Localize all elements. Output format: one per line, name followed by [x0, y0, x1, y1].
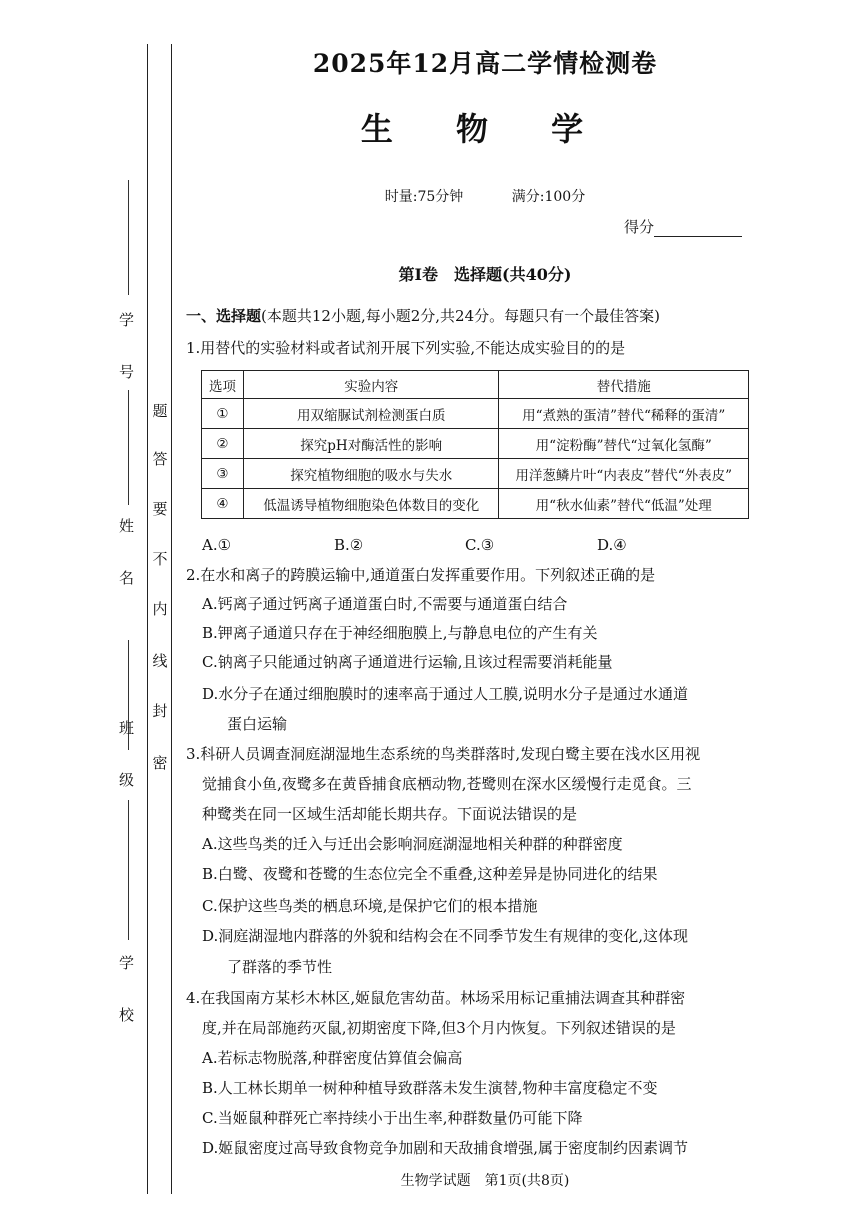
- q2-option-c[interactable]: C.钠离子只能通过钠离子通道进行运输,且该过程需要消耗能量: [202, 653, 613, 671]
- q1-table: [201, 370, 749, 519]
- q1-choice-c[interactable]: C.③: [465, 536, 495, 554]
- q3-option-d-cont[interactable]: 了群落的季节性: [227, 958, 333, 976]
- score-blank[interactable]: [654, 222, 742, 237]
- q2-stem: 2.在水和离子的跨膜运输中,通道蛋白发挥重要作用。下列叙述正确的是: [186, 566, 656, 584]
- table-cell: ④: [202, 489, 244, 519]
- table-header-row: [202, 371, 749, 399]
- table-header: 替代措施: [499, 371, 749, 399]
- score-field: [624, 216, 742, 237]
- part-heading: [186, 306, 660, 326]
- time-limit: 时量:75分钟: [384, 189, 464, 205]
- q4-stem-cont: 度,并在局部施药灭鼠,初期密度下降,但3个月内恢复。下列叙述错误的是: [202, 1019, 676, 1037]
- student-id-blank[interactable]: [128, 180, 129, 295]
- q2-option-a[interactable]: A.钙离子通过钙离子通道蛋白时,不需要与通道蛋白结合: [202, 595, 568, 613]
- class-label: 班 级: [117, 720, 135, 803]
- exam-title: 2025年12月高二学情检测卷: [312, 49, 658, 78]
- table-cell: 用洋葱鳞片叶“内表皮”替代“外表皮”: [499, 459, 749, 489]
- q3-option-c[interactable]: C.保护这些鸟类的栖息环境,是保护它们的根本措施: [202, 897, 538, 915]
- table-cell: 探究pH对酶活性的影响: [243, 429, 499, 459]
- school-blank[interactable]: [128, 800, 129, 940]
- q3-option-a[interactable]: A.这些鸟类的迁入与迁出会影响洞庭湖湿地相关种群的种群密度: [202, 835, 623, 853]
- subject-title: 生 物 学: [360, 110, 610, 148]
- name-blank[interactable]: [128, 390, 129, 505]
- q2-option-b[interactable]: B.钾离子通道只存在于神经细胞膜上,与静息电位的产生有关: [202, 624, 598, 642]
- q3-stem: 3.科研人员调查洞庭湖湿地生态系统的鸟类群落时,发现白鹭主要在浅水区用视: [186, 745, 701, 763]
- part-desc: (本题共12小题,每小题2分,共24分。每题只有一个最佳答案): [261, 307, 660, 325]
- seal-char: 题: [152, 402, 168, 420]
- table-cell: 用“秋水仙素”替代“低温”处理: [499, 489, 749, 519]
- q4-stem: 4.在我国南方某杉木林区,姬鼠危害幼苗。林场采用标记重捕法调查其种群密: [186, 989, 686, 1007]
- seal-char: 密: [152, 754, 168, 772]
- seal-char: 线: [152, 652, 168, 670]
- section-title: 第Ⅰ卷 选择题(共40分): [398, 265, 572, 284]
- page-footer: 生物学试题 第1页(共8页): [400, 1173, 570, 1189]
- q3-stem-cont: 觉捕食小鱼,夜鹭多在黄昏捕食底栖动物,苍鹭则在深水区缓慢行走觅食。三: [202, 775, 692, 793]
- table-cell: 用双缩脲试剂检测蛋白质: [243, 399, 499, 429]
- table-cell: ②: [202, 429, 244, 459]
- student-id-label: 学 号: [117, 312, 135, 395]
- q1-choice-a[interactable]: A.①: [202, 536, 232, 554]
- table-cell: ①: [202, 399, 244, 429]
- seal-char: 答: [152, 450, 168, 468]
- full-score: 满分:100分: [511, 189, 586, 205]
- score-label: 得分: [624, 218, 655, 236]
- margin-line-left: [147, 44, 148, 1194]
- q4-option-d[interactable]: D.姬鼠密度过高导致食物竞争加剧和天敌捕食增强,属于密度制约因素调节: [202, 1139, 689, 1157]
- q1-choice-d[interactable]: D.④: [597, 536, 627, 554]
- exam-meta: [170, 186, 800, 206]
- table-header: 实验内容: [243, 371, 499, 399]
- q4-option-a[interactable]: A.若标志物脱落,种群密度估算值会偏高: [202, 1049, 463, 1067]
- table-cell: 用“煮熟的蛋清”替代“稀释的蛋清”: [499, 399, 749, 429]
- school-label: 学 校: [117, 955, 135, 1038]
- part-label: 一、选择题: [186, 307, 262, 325]
- q3-option-d[interactable]: D.洞庭湖湿地内群落的外貌和结构会在不同季节发生有规律的变化,这体现: [202, 927, 689, 945]
- table-row: [202, 429, 749, 459]
- q1-choice-b[interactable]: B.②: [334, 536, 364, 554]
- q3-stem-cont: 种鹭类在同一区域生活却能长期共存。下面说法错误的是: [202, 805, 578, 823]
- table-header: 选项: [202, 371, 244, 399]
- table-row: [202, 459, 749, 489]
- table-row: [202, 399, 749, 429]
- q2-option-d-cont[interactable]: 蛋白运输: [227, 715, 288, 733]
- seal-char: 要: [152, 500, 168, 518]
- q3-option-b[interactable]: B.白鹭、夜鹭和苍鹭的生态位完全不重叠,这种差异是协同进化的结果: [202, 865, 658, 883]
- q1-stem: 1.用替代的实验材料或者试剂开展下列实验,不能达成实验目的的是: [186, 339, 626, 357]
- name-label: 姓 名: [117, 518, 135, 601]
- seal-char: 封: [152, 702, 168, 720]
- seal-char: 不: [152, 550, 168, 568]
- margin-line-right: [171, 44, 172, 1194]
- table-cell: 探究植物细胞的吸水与失水: [243, 459, 499, 489]
- table-cell: 用“淀粉酶”替代“过氧化氢酶”: [499, 429, 749, 459]
- table-row: [202, 489, 749, 519]
- q4-option-b[interactable]: B.人工林长期单一树种种植导致群落未发生演替,物种丰富度稳定不变: [202, 1079, 658, 1097]
- table-cell: 低温诱导植物细胞染色体数目的变化: [243, 489, 499, 519]
- q4-option-c[interactable]: C.当姬鼠种群死亡率持续小于出生率,种群数量仍可能下降: [202, 1109, 583, 1127]
- table-cell: ③: [202, 459, 244, 489]
- seal-char: 内: [152, 600, 168, 618]
- q2-option-d[interactable]: D.水分子在通过细胞膜时的速率高于通过人工膜,说明水分子是通过水通道: [202, 685, 689, 703]
